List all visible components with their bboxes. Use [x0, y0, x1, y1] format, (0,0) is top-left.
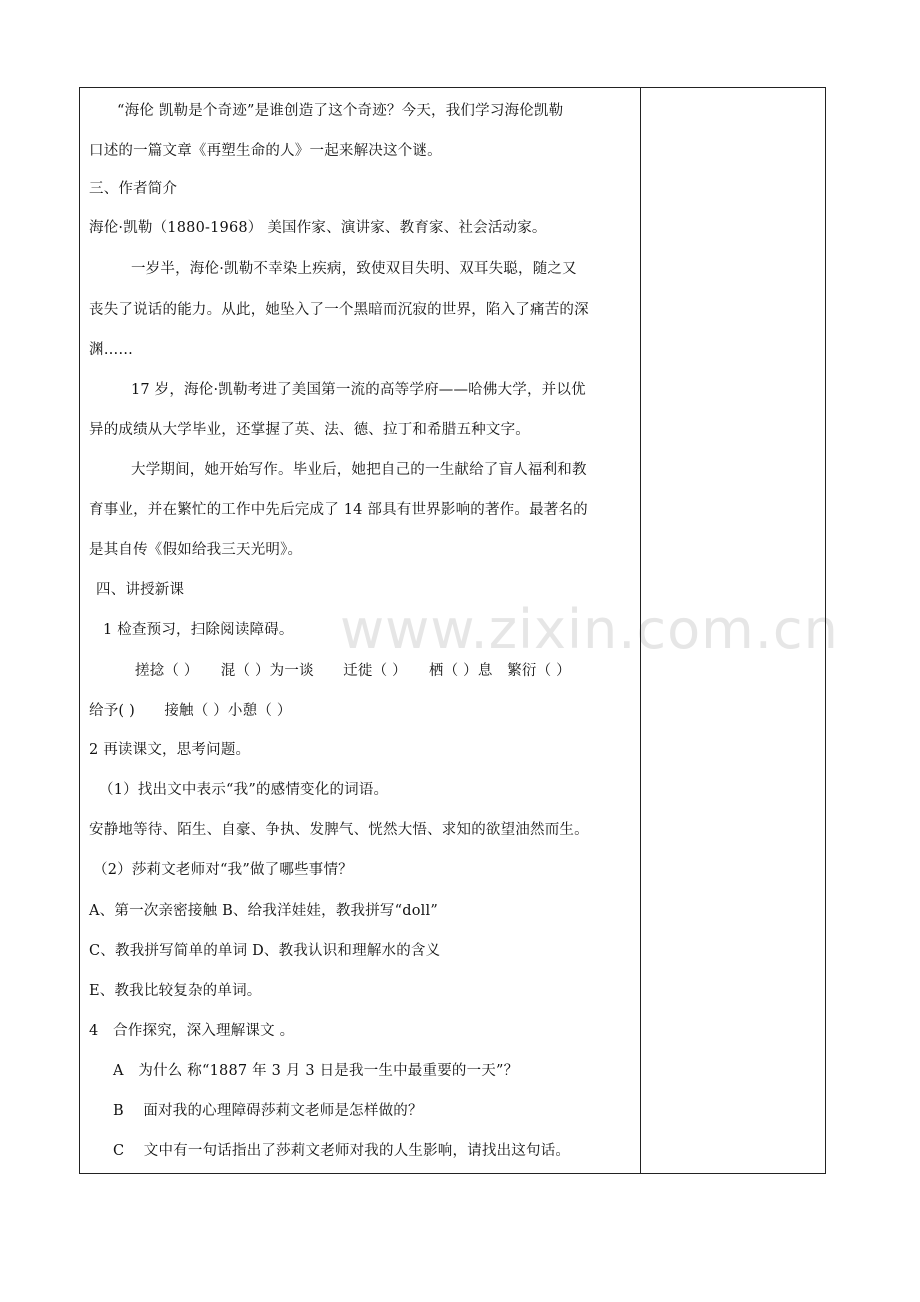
text-line: E、教我比较复杂的单词。	[89, 983, 262, 999]
text-line: A、第一次亲密接触 B、给我洋娃娃，教我拼写“doll”	[89, 903, 438, 919]
section-heading: 三、作者简介	[89, 181, 178, 197]
text-line: 大学期间，她开始写作。毕业后，她把自己的一生献给了盲人福利和教	[131, 462, 587, 478]
text-line: C、教我拼写简单的单词 D、教我认识和理解水的含义	[89, 943, 441, 959]
column-divider	[640, 87, 641, 1174]
text-line: 海伦·凯勒（1880-1968） 美国作家、演讲家、教育家、社会活动家。	[89, 220, 547, 236]
watermark-text: www.zixin.com.cn	[340, 598, 839, 661]
text-line: 17 岁，海伦·凯勒考进了美国第一流的高等学府——哈佛大学，并以优	[131, 382, 586, 398]
text-line: 口述的一篇文章《再塑生命的人》一起来解决这个谜。	[89, 143, 442, 159]
text-line: 丧失了说话的能力。从此，她坠入了一个黑暗而沉寂的世界，陷入了痛苦的深	[89, 302, 589, 318]
text-line: （1）找出文中表示“我”的感情变化的词语。	[99, 782, 389, 798]
text-line: “海伦 凯勒是个奇迹”是谁创造了这个奇迹？今天，我们学习海伦凯勒	[117, 103, 564, 119]
text-line: 一岁半，海伦·凯勒不幸染上疾病，致使双目失明、双耳失聪，随之又	[131, 261, 577, 277]
text-line: 是其自传《假如给我三天光明》。	[89, 542, 303, 558]
text-line: 安静地等待、陌生、自豪、争执、发脾气、恍然大悟、求知的欲望油然而生。	[89, 822, 589, 838]
text-line: 1 检查预习，扫除阅读障碍。	[103, 622, 294, 638]
text-line: 2 再读课文，思考问题。	[89, 742, 251, 758]
text-line: A 为什么 称“1887 年 3 月 3 日是我一生中最重要的一天”？	[113, 1063, 519, 1079]
text-line: 异的成绩从大学毕业，还掌握了英、法、德、拉丁和希腊五种文字。	[89, 422, 530, 438]
text-line: 渊……	[89, 342, 134, 358]
text-line: 4 合作探究，深入理解课文 。	[89, 1023, 295, 1039]
section-heading: 四、讲授新课	[96, 582, 185, 598]
text-line: 育事业，并在繁忙的工作中先后完成了 14 部具有世界影响的著作。最著名的	[89, 502, 588, 518]
text-line: 搓捻（ ） 混（ ）为一谈 迁徙（ ） 栖（ ）息 繁衍（ ）	[135, 663, 571, 679]
text-line: C 文中有一句话指出了莎莉文老师对我的人生影响，请找出这句话。	[113, 1143, 571, 1159]
text-line: 给予( ) 接触（ ）小憩（ ）	[89, 703, 292, 719]
text-line: B 面对我的心理障碍莎莉文老师是怎样做的？	[113, 1103, 423, 1119]
text-line: （2）莎莉文老师对“我”做了哪些事情？	[93, 862, 353, 878]
